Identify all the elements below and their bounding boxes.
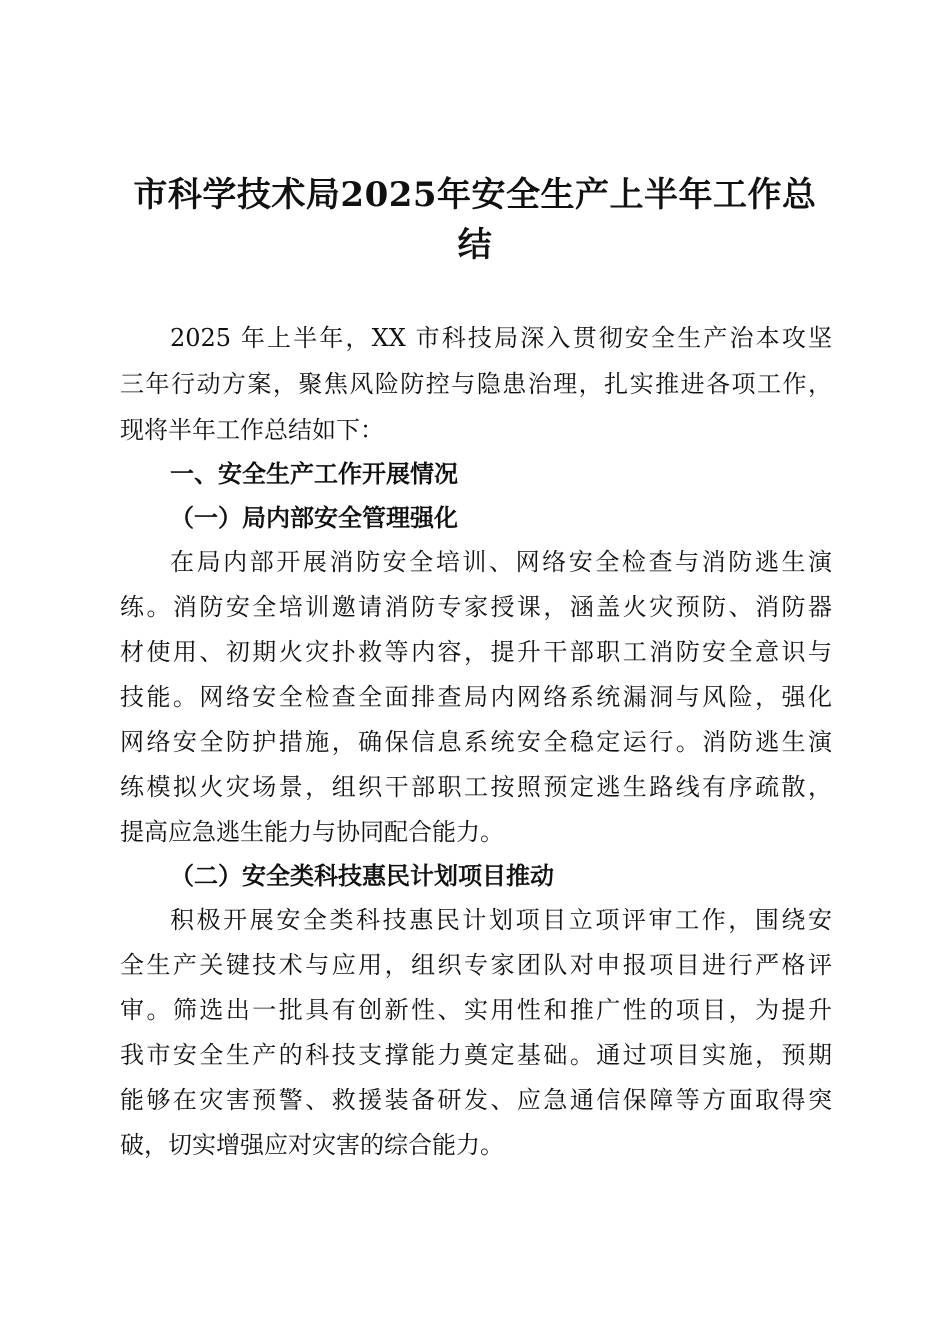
intro-line-1: 2025 年上半年，XX 市科技局深入贯彻安全生产治本攻坚 <box>170 324 832 352</box>
sub2-line-3: 审。筛选出一批具有创新性、实用性和推广性的项目，为提升 <box>120 996 832 1024</box>
sub2-line-2: 全生产关键技术与应用，组织专家团队对申报项目进行严格评 <box>120 951 832 979</box>
document-title <box>110 170 840 270</box>
subsection-heading-1: （一）局内部安全管理强化 <box>170 503 458 532</box>
sub2-line-6: 破，切实增强应对灾害的综合能力。 <box>120 1131 504 1159</box>
sub1-line-2: 练。消防安全培训邀请消防专家授课，涵盖火灾预防、消防器 <box>120 593 832 621</box>
sub2-line-1: 积极开展安全类科技惠民计划项目立项评审工作，围绕安 <box>170 906 832 934</box>
sub1-line-4: 技能。网络安全检查全面排查局内网络系统漏洞与风险，强化 <box>120 683 832 711</box>
sub1-line-7: 提高应急逃生能力与协同配合能力。 <box>120 818 504 846</box>
subsection-heading-2: （二）安全类科技惠民计划项目推动 <box>170 861 554 890</box>
sub1-line-3: 材使用、初期火灾扑救等内容，提升干部职工消防安全意识与 <box>120 638 832 666</box>
sub1-line-6: 练模拟火灾场景，组织干部职工按照预定逃生路线有序疏散， <box>120 773 832 801</box>
sub2-line-5: 能够在灾害预警、救援装备研发、应急通信保障等方面取得突 <box>120 1086 832 1114</box>
sub1-line-5: 网络安全防护措施，确保信息系统安全稳定运行。消防逃生演 <box>120 728 832 756</box>
title-line-2: 结 <box>457 225 493 265</box>
sub1-line-1: 在局内部开展消防安全培训、网络安全检查与消防逃生演 <box>170 548 832 576</box>
section-heading-1: 一、安全生产工作开展情况 <box>170 460 458 488</box>
intro-line-2: 三年行动方案，聚焦风险防控与隐患治理，扎实推进各项工作， <box>120 370 832 398</box>
title-line-1: 市科学技术局2025年安全生产上半年工作总 <box>133 175 817 215</box>
sub2-line-4: 我市安全生产的科技支撑能力奠定基础。通过项目实施，预期 <box>120 1041 832 1069</box>
intro-line-3: 现将半年工作总结如下： <box>120 416 384 444</box>
